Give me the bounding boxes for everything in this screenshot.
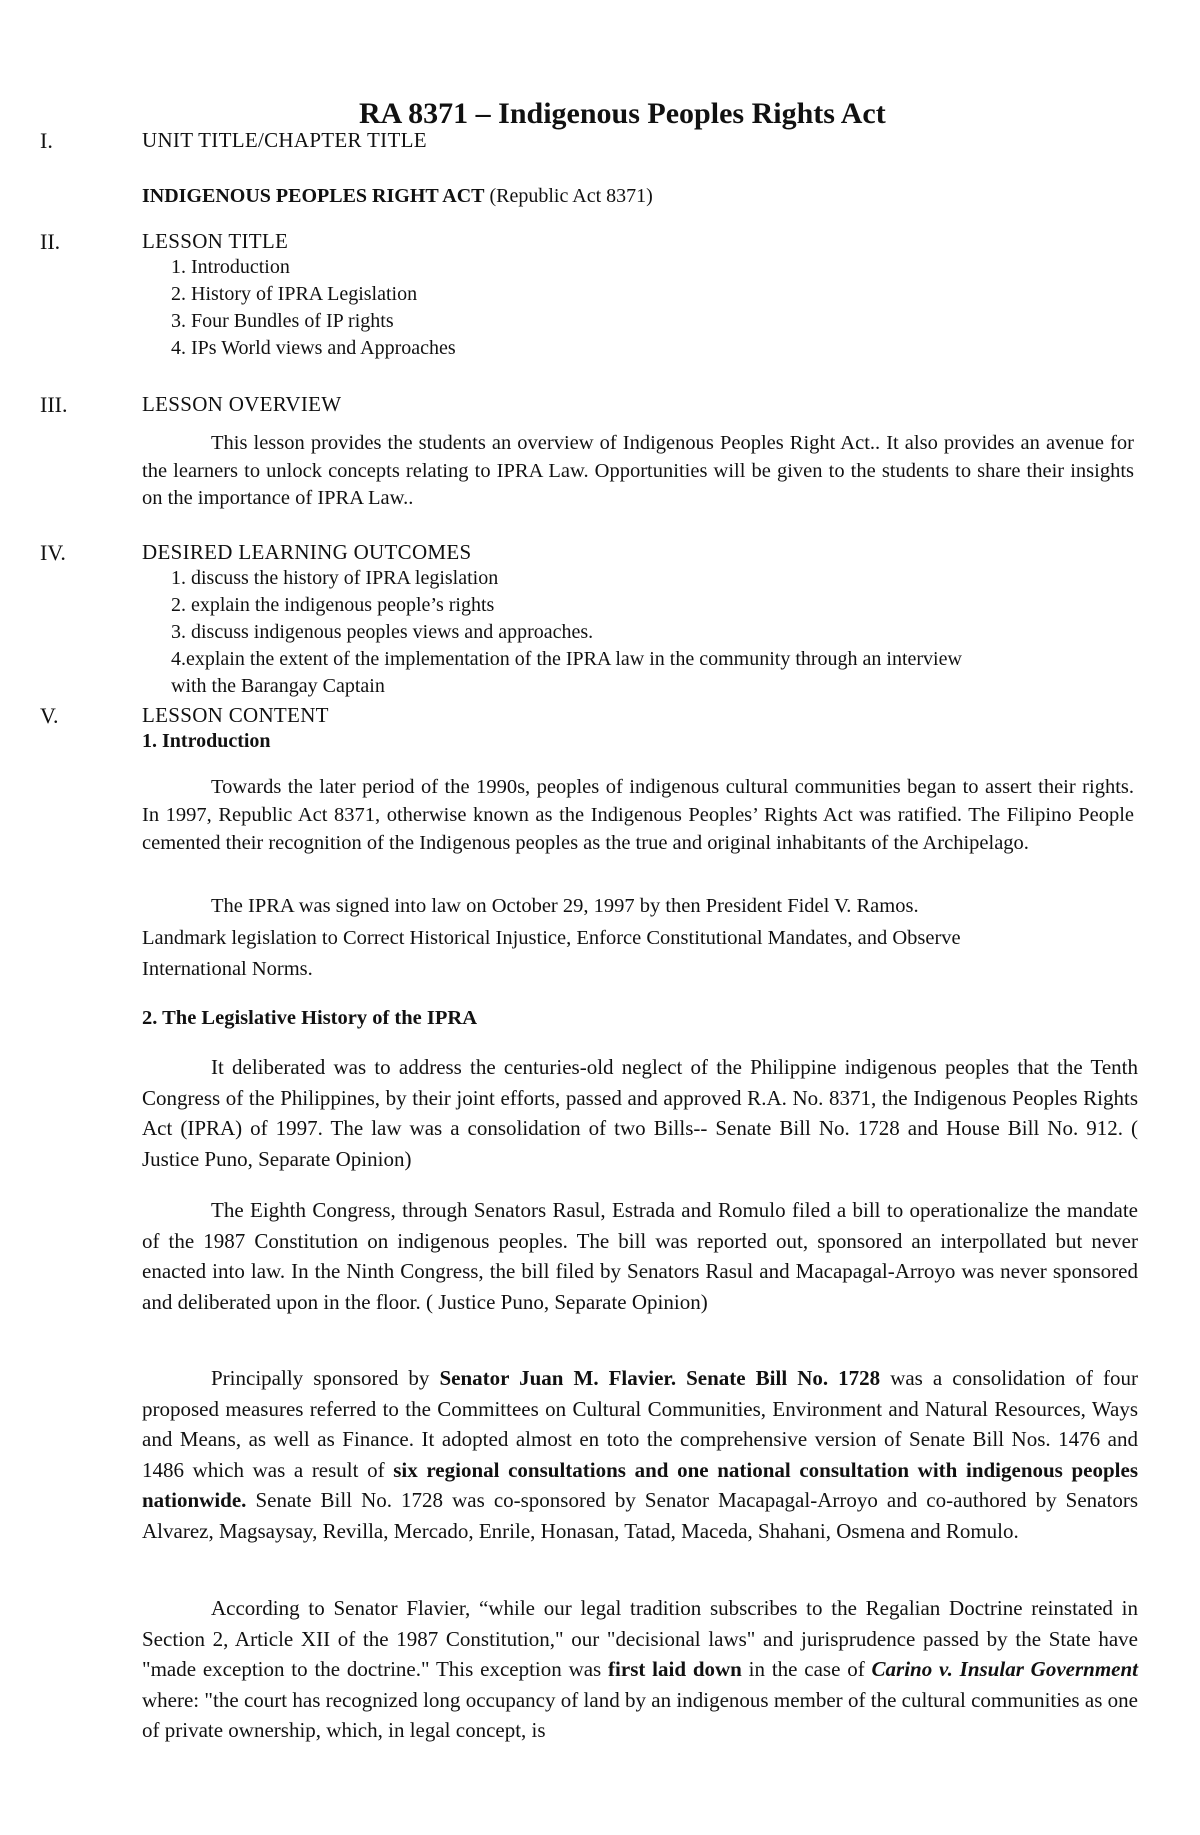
section-4-number: IV. bbox=[40, 540, 66, 565]
paragraph-text: was a consolidation of four proposed measures referred to the Committees on Cultural Communities, Environment and Natural Resources, Ways and Means, as well as Finance. It adopted almost en toto the comprehensive version of Senate Bill Nos. 1476 and 1486 which was a result of bbox=[142, 1366, 1138, 1482]
paragraph-text: where: "the court has recognized long occupancy of land by an indigenous member of the cultural communities as one of private ownership, which, in legal concept, is bbox=[142, 1687, 1138, 1742]
section-1-heading: UNIT TITLE/CHAPTER TITLE bbox=[142, 128, 427, 152]
section-1-subtitle bbox=[142, 185, 653, 208]
section-5-number: V. bbox=[40, 703, 59, 728]
act-number: (Republic Act 8371) bbox=[484, 185, 653, 207]
learning-outcome-item: 2. explain the indigenous people’s rights bbox=[171, 594, 495, 616]
case-citation: Carino v. Insular Government bbox=[871, 1657, 1139, 1681]
paragraph-bold-text: six regional consultations and one national consultation with indigenous peoples nationwide. bbox=[142, 1457, 1138, 1512]
section-3-heading: LESSON OVERVIEW bbox=[142, 392, 342, 416]
introduction-signing-line: The IPRA was signed into law on October 29, 1997 by then President Fidel V. Ramos. bbox=[211, 895, 919, 917]
legislative-history-heading: 2. The Legislative History of the IPRA bbox=[142, 1007, 477, 1029]
legislative-history-paragraph: It deliberated was to address the centuries-old neglect of the Philippine indigenous peoples that the Tenth Congress of the Philippines, by their joint efforts, passed and approved R.A. No. 8371, the Indigenous Peoples Rights Act (IPRA) of 1997. The law was a consolidation of two Bills-- Senate Bill No. 1728 and House Bill No. 912. ( Justice Puno, Separate Opinion) bbox=[142, 1055, 1138, 1171]
introduction-landmark-line: Landmark legislation to Correct Historical Injustice, Enforce Constitutional Mandates, and Observe bbox=[142, 927, 961, 949]
learning-outcome-item: 4.explain the extent of the implementation of the IPRA law in the community through an interview bbox=[171, 648, 962, 670]
introduction-paragraph: Towards the later period of the 1990s, peoples of indigenous cultural communities began to assert their rights. In 1997, Republic Act 8371, otherwise known as the Indigenous Peoples’ Rights Act was ratified. The Filipino People cemented their recognition of the Indigenous peoples as the true and original inhabitants of the Archipelago. bbox=[142, 776, 1134, 854]
paragraph-bold-text: first laid down bbox=[608, 1657, 742, 1681]
learning-outcome-item: 3. discuss indigenous peoples views and approaches. bbox=[171, 621, 594, 643]
section-4-heading: DESIRED LEARNING OUTCOMES bbox=[142, 540, 472, 564]
document-title: RA 8371 – Indigenous Peoples Rights Act bbox=[359, 97, 886, 130]
section-3-number: III. bbox=[40, 392, 68, 417]
paragraph-text: Principally sponsored by bbox=[211, 1366, 440, 1390]
introduction-landmark-line-continued: International Norms. bbox=[142, 958, 313, 980]
learning-outcome-item-continued: with the Barangay Captain bbox=[171, 675, 385, 697]
section-2-heading: LESSON TITLE bbox=[142, 229, 289, 253]
legislative-history-paragraph bbox=[142, 1363, 1138, 1546]
paragraph-text: in the case of bbox=[741, 1657, 872, 1681]
lesson-title-item: 2. History of IPRA Legislation bbox=[171, 283, 418, 305]
act-name: INDIGENOUS PEOPLES RIGHT ACT bbox=[142, 185, 485, 207]
lesson-title-item: 4. IPs World views and Approaches bbox=[171, 337, 456, 359]
lesson-title-item: 3. Four Bundles of IP rights bbox=[171, 310, 394, 332]
paragraph-text: According to Senator Flavier, “while our legal tradition subscribes to the Regalian Doctrine reinstated in Section 2, Article XII of the 1987 Constitution," our "decisional laws" and jurisprudence passed by the State have "made exception to the doctrine." This exception was bbox=[142, 1596, 1138, 1681]
lesson-title-item: 1. Introduction bbox=[171, 256, 290, 278]
section-1-number: I. bbox=[40, 128, 53, 153]
legislative-history-paragraph bbox=[142, 1593, 1138, 1746]
paragraph-bold-text: Senator Juan M. Flavier. Senate Bill No. 1728 bbox=[439, 1366, 881, 1390]
introduction-heading: 1. Introduction bbox=[142, 730, 271, 752]
paragraph-text: Senate Bill No. 1728 was co-sponsored by Senator Macapagal-Arroyo and co-authored by Senators Alvarez, Magsaysay, Revilla, Mercado, Enrile, Honasan, Tatad, Maceda, Shahani, Osmena and Romulo. bbox=[142, 1488, 1138, 1543]
lesson-overview-text: This lesson provides the students an overview of Indigenous Peoples Right Act.. It also provides an avenue for the learners to unlock concepts relating to IPRA Law. Opportunities will be given to the students to share their insights on the importance of IPRA Law.. bbox=[142, 432, 1134, 509]
legislative-history-paragraph: The Eighth Congress, through Senators Rasul, Estrada and Romulo filed a bill to operationalize the mandate of the 1987 Constitution on indigenous peoples. The bill was reported out, sponsored an interpollated but never enacted into law. In the Ninth Congress, the bill filed by Senators Rasul and Macapagal-Arroyo was never sponsored and deliberated upon in the floor. ( Justice Puno, Separate Opinion) bbox=[142, 1198, 1138, 1314]
learning-outcome-item: 1. discuss the history of IPRA legislation bbox=[171, 567, 499, 589]
section-5-heading: LESSON CONTENT bbox=[142, 703, 329, 727]
section-2-number: II. bbox=[40, 229, 61, 254]
